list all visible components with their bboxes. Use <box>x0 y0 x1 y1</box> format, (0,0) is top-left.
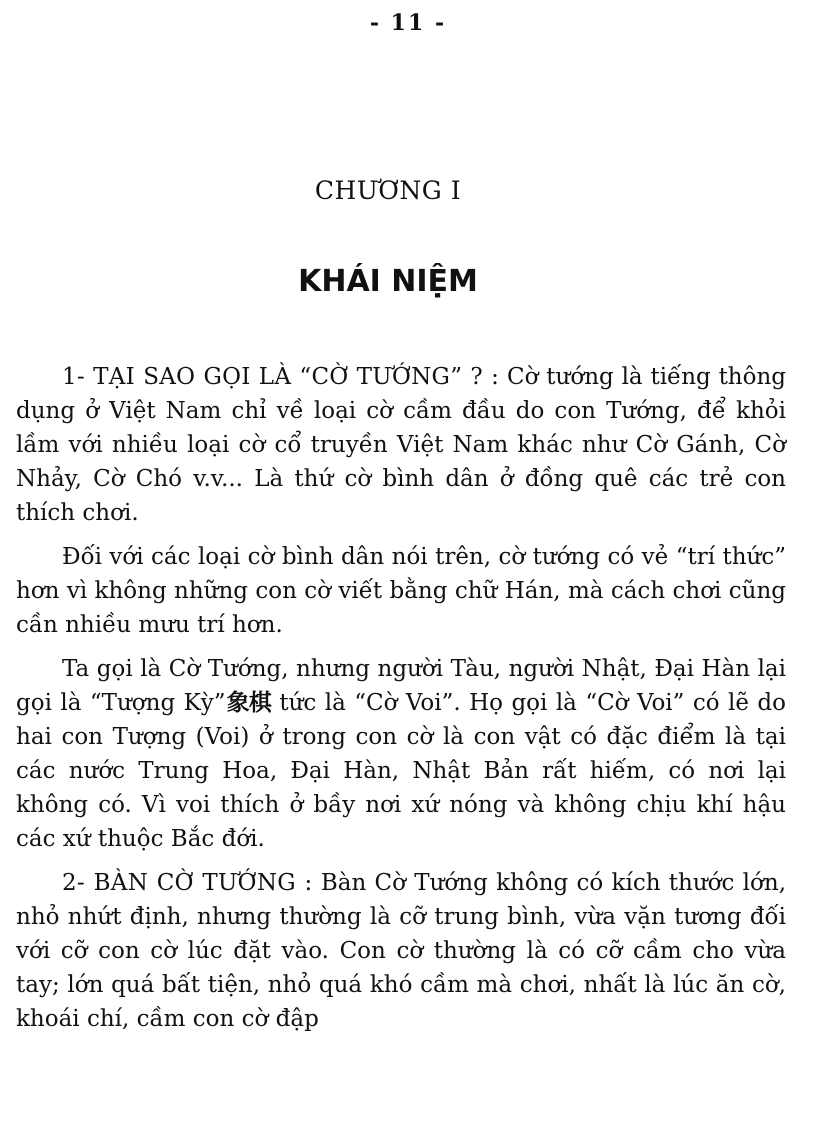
chapter-title: KHÁI NIỆM <box>298 264 478 299</box>
section-heading-2: 2- BÀN CỜ TƯỚNG : <box>62 870 313 896</box>
section-heading-1: 1- TẠI SAO GỌI LÀ “CỜ TƯỚNG” ? : <box>62 364 500 390</box>
paragraph-2 <box>16 540 786 642</box>
paragraph-3-text-after: tức là “Cờ Voi”. Họ gọi là “Cờ Voi” có lẽ do hai con Tượng (Voi) ở trong con cờ là con vật có đặc điểm là tại các nước Trung Hoa, Đại Hàn, Nhật Bản rất hiếm, có nơi lại không có. Vì voi thích ở bầy nơi xứ nóng và không chịu khí hậu các xứ thuộc Bắc đới. <box>16 690 786 852</box>
chapter-heading: CHƯƠNG I <box>314 176 462 205</box>
paragraph-1 <box>16 360 786 530</box>
paragraph-2-text: Đối với các loại cờ bình dân nói trên, cờ tướng có vẻ “trí thức” hơn vì không những con cờ viết bằng chữ Hán, mà cách chơi cũng cần nhiều mưu trí hơn. <box>16 544 786 638</box>
paragraph-3-text-before: Ta gọi là Cờ Tướng, nhưng người Tàu, người Nhật, Đại Hàn lại gọi là “Tượng Kỳ” <box>16 656 786 716</box>
paragraph-4 <box>16 866 786 1036</box>
han-characters: 象棋 <box>225 689 271 716</box>
page-number: - 11 - <box>369 10 447 36</box>
paragraph-4-text: Bàn Cờ Tướng không có kích thước lớn, nhỏ nhứt định, nhưng thường là cỡ trung bình, vừa vặn tương đối với cỡ con cờ lúc đặt vào. Con cờ thường là có cỡ cầm cho vừa tay; lớn quá bất tiện, nhỏ quá khó cầm mà chơi, nhất là lúc ăn cờ, khoái chí, cầm con cờ đập <box>16 870 787 1032</box>
body-text <box>16 360 786 1046</box>
paragraph-3 <box>16 652 786 856</box>
paragraph-1-text: Cờ tướng là tiếng thông dụng ở Việt Nam chỉ về loại cờ cầm đầu do con Tướng, để khỏi lầm với nhiều loại cờ cổ truyền Việt Nam khác như Cờ Gánh, Cờ Nhảy, Cờ Chó v.v... Là thứ cờ bình dân ở đồng quê các trẻ con thích chơi. <box>16 364 787 526</box>
